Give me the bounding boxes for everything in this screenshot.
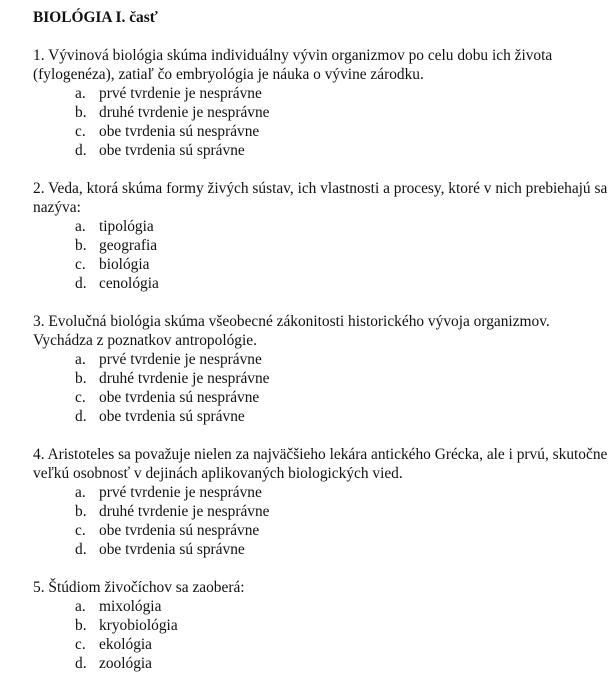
answer-option [33,521,608,540]
option-text: druhé tvrdenie je nesprávne [99,503,270,520]
answer-option [33,217,608,236]
answer-option [33,540,608,559]
question-text: 3. Evolučná biológia skúma všeobecné zákonitosti historického vývoja organizmov. Vychádza z poznatkov antropológie. [33,313,550,349]
answer-option [33,103,608,122]
option-letter: d. [75,541,87,558]
option-text: cenológia [99,275,159,292]
option-letter: c. [75,522,86,539]
answer-option [33,274,608,293]
answer-option [33,369,608,388]
option-letter: d. [75,275,87,292]
answer-options [33,350,608,426]
option-text: prvé tvrdenie je nesprávne [99,484,262,501]
document-page [33,8,608,692]
option-text: prvé tvrdenie je nesprávne [99,85,262,102]
answer-option [33,483,608,502]
option-letter: c. [75,123,86,140]
option-letter: b. [75,237,87,254]
question-list [33,46,608,673]
answer-option [33,122,608,141]
answer-option [33,350,608,369]
question-3 [33,312,608,426]
option-letter: d. [75,408,87,425]
answer-option [33,635,608,654]
option-text: tipológia [99,218,154,235]
option-letter: a. [75,351,86,368]
option-letter: c. [75,636,86,653]
option-text: druhé tvrdenie je nesprávne [99,370,270,387]
option-text: druhé tvrdenie je nesprávne [99,104,270,121]
option-text: obe tvrdenia sú správne [99,142,245,159]
option-letter: b. [75,617,87,634]
question-5 [33,578,608,673]
answer-option [33,407,608,426]
answer-options [33,217,608,293]
question-text: 1. Vývinová biológia skúma individuálny vývin organizmov po celu dobu ich života (fylogenéza), zatiaľ čo embryológia je náuka o vývine zárodku. [33,47,553,83]
option-text: ekológia [99,636,152,653]
option-letter: c. [75,389,86,406]
option-letter: d. [75,142,87,159]
option-letter: a. [75,218,86,235]
question-4 [33,445,608,559]
option-letter: c. [75,256,86,273]
option-text: mixológia [99,598,162,615]
question-text: 2. Veda, ktorá skúma formy živých sústav, ich vlastnosti a procesy, ktoré v nich prebiehajú sa nazýva: [33,180,608,216]
option-letter: a. [75,598,86,615]
answer-options [33,84,608,160]
answer-option [33,255,608,274]
answer-option [33,502,608,521]
answer-option [33,388,608,407]
option-text: obe tvrdenia sú správne [99,541,245,558]
answer-option [33,616,608,635]
option-text: obe tvrdenia sú správne [99,408,245,425]
question-text: 5. Štúdiom živočíchov sa zaoberá: [33,579,245,596]
question-2 [33,179,608,293]
option-letter: b. [75,503,87,520]
answer-option [33,141,608,160]
question-1 [33,46,608,160]
question-text: 4. Aristoteles sa považuje nielen za najväčšieho lekára antického Grécka, ale i prvú, skutočne veľkú osobnosť v dejinách aplikovaných biologických vied. [33,446,608,482]
option-text: obe tvrdenia sú nesprávne [99,123,260,140]
option-letter: b. [75,104,87,121]
option-letter: a. [75,85,86,102]
answer-options [33,597,608,673]
answer-options [33,483,608,559]
option-text: prvé tvrdenie je nesprávne [99,351,262,368]
option-text: obe tvrdenia sú nesprávne [99,522,260,539]
answer-option [33,236,608,255]
option-letter: b. [75,370,87,387]
option-text: zoológia [99,655,152,672]
answer-option [33,597,608,616]
option-text: biológia [99,256,150,273]
option-text: kryobiológia [99,617,178,634]
document-title: BIOLÓGIA I. časť [33,9,158,26]
answer-option [33,84,608,103]
answer-option [33,654,608,673]
option-text: geografia [99,237,158,254]
option-letter: a. [75,484,86,501]
option-text: obe tvrdenia sú nesprávne [99,389,260,406]
option-letter: d. [75,655,87,672]
